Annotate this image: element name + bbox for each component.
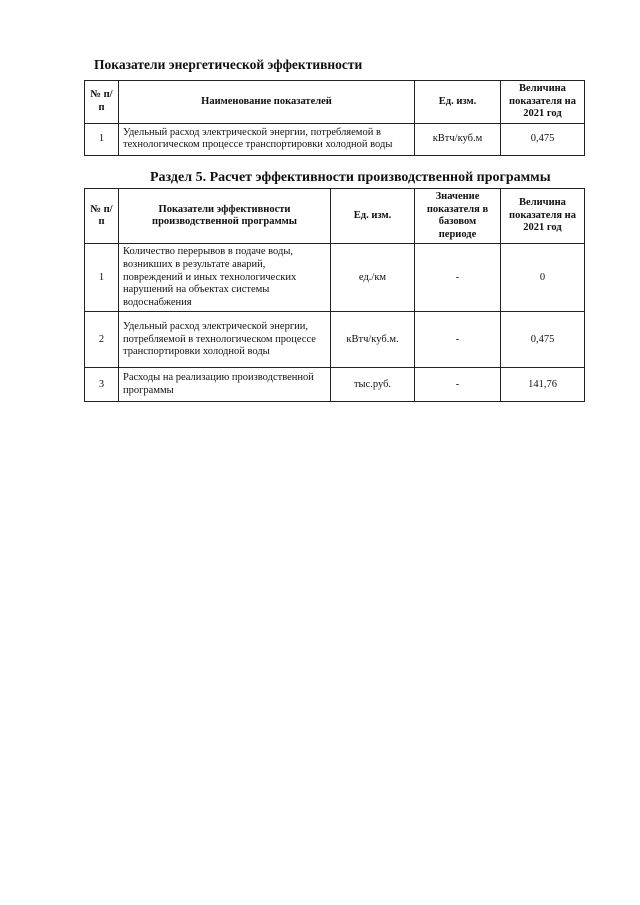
table-row [85, 368, 585, 402]
header-unit: Ед. изм. [331, 189, 415, 244]
energy-efficiency-table [84, 80, 585, 156]
table-row [85, 244, 585, 312]
cell-num: 1 [85, 244, 119, 312]
header-value: Величина показателя на 2021 год [501, 81, 585, 124]
cell-unit: кВтч/куб.м [415, 123, 501, 155]
header-name: Показатели эффективности производственной программы [119, 189, 331, 244]
cell-unit: ед./км [331, 244, 415, 312]
cell-num: 2 [85, 312, 119, 368]
cell-name: Количество перерывов в подаче воды, возникших в результате аварий, повреждений и иных технологических нарушений на объектах системы водоснабжения [119, 244, 331, 312]
table-row [85, 312, 585, 368]
cell-value: 141,76 [501, 368, 585, 402]
section1-title: Показатели энергетической эффективности [94, 57, 363, 72]
header-num: № п/п [85, 81, 119, 124]
cell-base: - [415, 312, 501, 368]
cell-unit: кВтч/куб.м. [331, 312, 415, 368]
cell-name: Удельный расход электрической энергии, потребляемой в технологическом процессе транспортировки холодной воды [119, 123, 415, 155]
cell-num: 1 [85, 123, 119, 155]
table-row [85, 123, 585, 155]
cell-value: 0,475 [501, 123, 585, 155]
table-header-row [85, 81, 585, 124]
section2-title: Раздел 5. Расчет эффективности производственной программы [150, 170, 551, 185]
header-num: № п/п [85, 189, 119, 244]
header-base: Значение показателя в базовом периоде [415, 189, 501, 244]
cell-value: 0,475 [501, 312, 585, 368]
cell-unit: тыс.руб. [331, 368, 415, 402]
header-name: Наименование показателей [119, 81, 415, 124]
cell-base: - [415, 368, 501, 402]
cell-num: 3 [85, 368, 119, 402]
header-value: Величина показателя на 2021 год [501, 189, 585, 244]
table-header-row [85, 189, 585, 244]
cell-name: Расходы на реализацию производственной программы [119, 368, 331, 402]
cell-value: 0 [501, 244, 585, 312]
header-unit: Ед. изм. [415, 81, 501, 124]
cell-name: Удельный расход электрической энергии, потребляемой в технологическом процессе транспортировки холодной воды [119, 312, 331, 368]
cell-base: - [415, 244, 501, 312]
program-efficiency-table [84, 188, 585, 402]
